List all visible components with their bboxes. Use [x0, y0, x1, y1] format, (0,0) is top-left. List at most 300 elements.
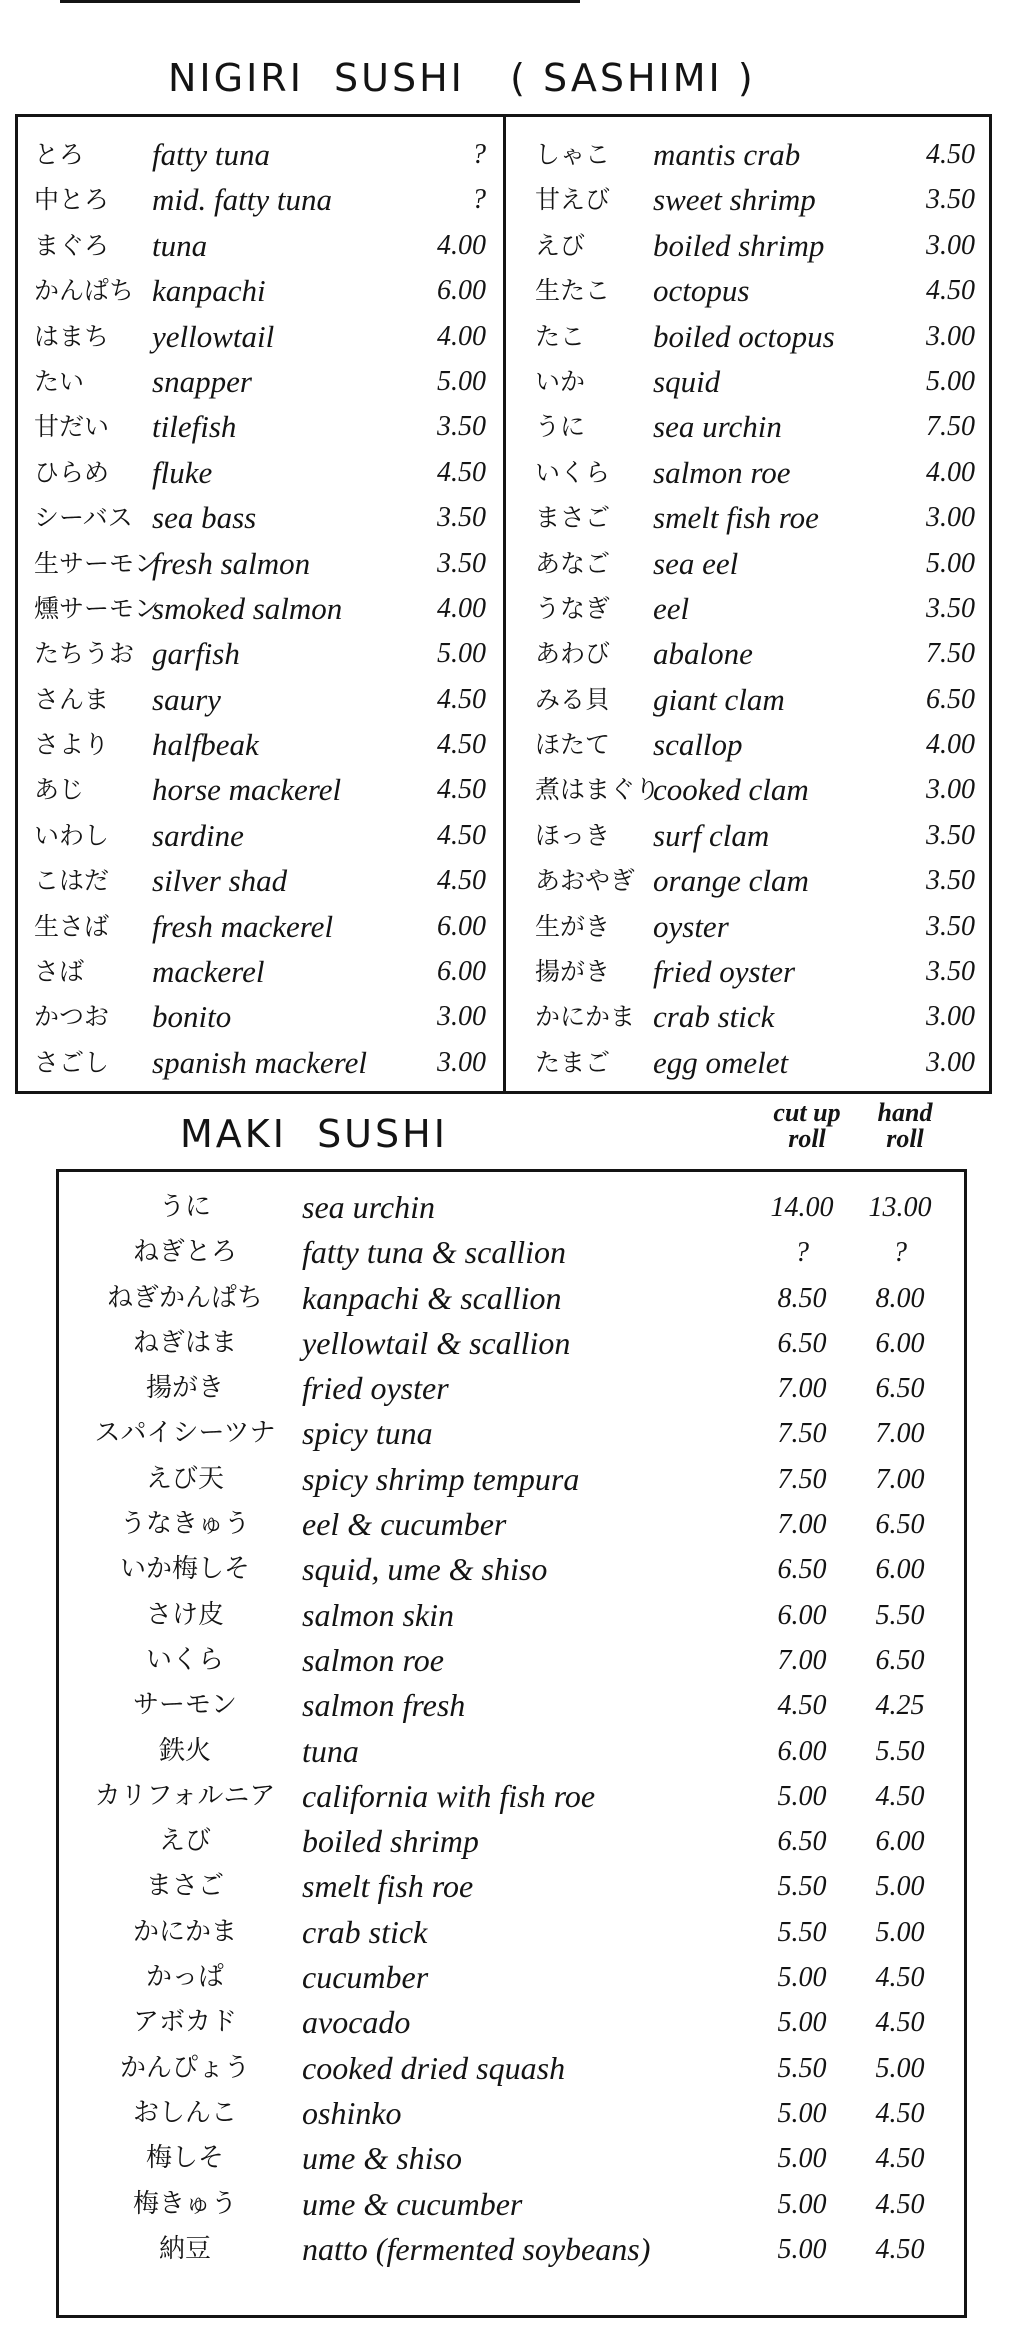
item-price: 3.50 [926, 592, 975, 624]
menu-item [34, 268, 486, 313]
item-english-name: smoked salmon [152, 590, 343, 626]
hand-roll-price: 6.50 [875, 1644, 925, 1676]
cut-roll-price: 6.50 [777, 1554, 827, 1586]
item-japanese-name: 中とろ [34, 185, 110, 215]
hand-roll-price: ? [893, 1237, 907, 1269]
item-japanese-name: しゃこ [535, 140, 611, 169]
item-price: 6.00 [437, 275, 486, 307]
item-english-name: sardine [152, 817, 244, 853]
menu-item [34, 541, 486, 586]
item-english-name: smelt fish roe [302, 1868, 474, 1905]
item-price: 4.50 [437, 683, 486, 715]
item-price: 7.50 [926, 638, 975, 670]
hand-label: hand [877, 1098, 933, 1127]
menu-item [535, 722, 975, 767]
item-english-name: sea bass [152, 500, 257, 536]
maki-item [70, 2000, 950, 2045]
item-price: 5.00 [926, 365, 975, 397]
maki-item [70, 1864, 950, 1909]
maki-item [70, 2046, 950, 2091]
menu-item [535, 450, 975, 495]
item-japanese-name: 生サーモン [34, 548, 160, 578]
item-english-name: boiled shrimp [302, 1823, 479, 1860]
item-price: 3.00 [437, 1046, 486, 1078]
item-japanese-name: かにかま [535, 1002, 636, 1032]
menu-item [34, 450, 486, 495]
hand-roll-price: 4.50 [875, 1780, 925, 1812]
menu-item [34, 359, 486, 404]
item-english-name: california with fish roe [302, 1777, 596, 1814]
item-japanese-name: さより [34, 730, 110, 760]
item-english-name: fatty tuna [152, 137, 270, 172]
item-english-name: salmon roe [302, 1641, 444, 1678]
maki-item [70, 1502, 950, 1547]
item-japanese-name: いわし [34, 820, 110, 850]
hand-roll-price: 6.00 [875, 1327, 925, 1359]
menu-item [34, 1040, 486, 1085]
item-english-name: crab stick [302, 1913, 428, 1950]
item-japanese-name: ほっき [535, 820, 611, 850]
maki-item [70, 2227, 950, 2272]
item-english-name: kanpachi [152, 273, 266, 309]
cut-roll-price: 14.00 [770, 1192, 834, 1223]
item-japanese-name: シーバス [34, 503, 133, 533]
item-english-name: fluke [152, 454, 213, 490]
item-japanese-name: カリフォルニア [94, 1780, 276, 1811]
item-price: 3.50 [437, 502, 486, 534]
maki-item [70, 1547, 950, 1592]
cut-up-label: cut up [773, 1098, 841, 1127]
maki-item [70, 1729, 950, 1774]
menu-item [535, 1040, 975, 1085]
cut-roll-price: 6.50 [777, 1327, 827, 1359]
item-english-name: silver shad [152, 863, 288, 899]
item-english-name: abalone [653, 636, 753, 672]
item-english-name: spicy tuna [302, 1415, 433, 1452]
item-japanese-name: 揚がき [535, 957, 611, 987]
cut-roll-price: 7.50 [777, 1463, 827, 1495]
menu-item [535, 994, 975, 1039]
item-japanese-name: ねぎとろ [132, 1237, 237, 1268]
menu-item [535, 495, 975, 540]
menu-item [34, 177, 486, 222]
item-english-name: squid, ume & shiso [302, 1551, 548, 1588]
item-japanese-name: たちうお [34, 639, 135, 669]
hand-roll-price: 5.00 [875, 1916, 925, 1948]
menu-item [535, 949, 975, 994]
item-japanese-name: かんぱち [34, 276, 135, 306]
item-english-name: cooked dried squash [302, 2049, 566, 2086]
menu-item [34, 586, 486, 631]
item-japanese-name: サーモン [132, 1690, 237, 1721]
maki-item [70, 1276, 950, 1321]
item-japanese-name: さごし [34, 1047, 110, 1077]
item-english-name: fresh mackerel [152, 908, 334, 944]
item-japanese-name: はまち [34, 321, 110, 351]
hand-roll-label: roll [886, 1124, 924, 1153]
item-price: 4.50 [926, 139, 975, 170]
item-price: 3.00 [437, 1001, 486, 1033]
item-price: 4.50 [926, 275, 975, 307]
item-english-name: tuna [152, 227, 208, 263]
item-japanese-name: 生さば [34, 911, 110, 941]
item-english-name: oyster [653, 908, 729, 944]
item-japanese-name: ねぎかんぱち [106, 1282, 263, 1313]
hand-roll-price: 4.50 [875, 1962, 925, 1994]
menu-item [535, 404, 975, 449]
item-price: 3.50 [437, 411, 486, 443]
menu-item [34, 949, 486, 994]
item-price: 3.00 [926, 1046, 975, 1078]
hand-roll-price: 4.50 [875, 2097, 925, 2129]
item-japanese-name: 梅きゅう [132, 2188, 237, 2219]
cut-roll-price: 7.50 [777, 1418, 827, 1450]
item-japanese-name: スパイシーツナ [94, 1418, 276, 1449]
menu-item [34, 132, 486, 177]
menu-item [34, 314, 486, 359]
nigiri-right-column [535, 132, 975, 1085]
menu-item [535, 904, 975, 949]
maki-item [70, 1366, 950, 1411]
maki-item [70, 2091, 950, 2136]
menu-item [535, 813, 975, 858]
menu-item [535, 268, 975, 313]
item-price: ? [472, 139, 486, 170]
item-japanese-name: さんま [34, 684, 110, 714]
hand-roll-price: 6.00 [875, 1826, 925, 1858]
cut-roll-price: 5.00 [777, 1962, 827, 1994]
cut-roll-price: 4.50 [777, 1690, 827, 1722]
item-price: 4.00 [437, 229, 486, 261]
item-japanese-name: えび [535, 230, 586, 260]
item-price: 5.00 [437, 638, 486, 670]
item-english-name: eel [653, 590, 690, 626]
item-english-name: sweet shrimp [653, 182, 816, 218]
menu-item [535, 359, 975, 404]
menu-item [34, 722, 486, 767]
item-english-name: orange clam [653, 863, 809, 899]
item-japanese-name: おしんこ [132, 2097, 237, 2128]
item-english-name: halfbeak [152, 727, 259, 763]
item-english-name: egg omelet [653, 1044, 789, 1080]
item-price: 4.50 [437, 819, 486, 851]
item-japanese-name: いか [535, 366, 586, 396]
item-price: 7.50 [926, 411, 975, 443]
item-japanese-name: 鉄火 [158, 1735, 211, 1766]
item-japanese-name: ねぎはま [132, 1327, 237, 1358]
item-english-name: horse mackerel [152, 772, 342, 808]
hand-roll-price: 7.00 [875, 1463, 925, 1495]
item-japanese-name: アボカド [132, 2007, 237, 2038]
item-japanese-name: 燻サーモン [34, 593, 160, 623]
item-price: 4.00 [437, 592, 486, 624]
cut-roll-price: 5.00 [777, 2097, 827, 2129]
item-japanese-name: うなぎ [535, 593, 611, 623]
item-english-name: crab stick [653, 999, 775, 1035]
item-english-name: fried oyster [302, 1370, 449, 1407]
maki-item [70, 1819, 950, 1864]
item-price: 3.00 [926, 774, 975, 806]
item-price: 4.50 [437, 729, 486, 761]
cut-roll-price: 5.00 [777, 2188, 827, 2220]
item-price: 3.00 [926, 229, 975, 261]
cut-roll-price: 8.50 [777, 1282, 827, 1314]
cut-roll-price: ? [795, 1237, 809, 1269]
menu-item [535, 177, 975, 222]
item-japanese-name: 煮はまぐり [535, 775, 661, 805]
hand-roll-price: 4.50 [875, 2143, 925, 2175]
item-english-name: oshinko [302, 2094, 402, 2131]
item-price: 3.50 [437, 547, 486, 579]
menu-item [34, 813, 486, 858]
cut-roll-price: 7.00 [777, 1373, 827, 1405]
item-japanese-name: あじ [34, 775, 85, 805]
menu-item [535, 858, 975, 903]
menu-item [34, 858, 486, 903]
cut-roll-price: 5.00 [777, 2007, 827, 2039]
hand-roll-price: 6.50 [875, 1373, 925, 1405]
item-price: 5.00 [926, 547, 975, 579]
item-english-name: salmon skin [302, 1596, 454, 1633]
item-japanese-name: いくら [535, 457, 611, 487]
hand-roll-price: 5.00 [875, 2052, 925, 2084]
menu-item [34, 994, 486, 1039]
menu-item [535, 314, 975, 359]
hand-roll-price: 5.00 [875, 1871, 925, 1903]
cut-roll-price: 6.50 [777, 1826, 827, 1858]
nigiri-left-column [34, 132, 486, 1085]
item-japanese-name: 揚がき [145, 1373, 224, 1404]
item-english-name: kanpachi & scallion [302, 1279, 562, 1316]
item-english-name: avocado [302, 2004, 411, 2041]
item-price: 3.50 [926, 184, 975, 216]
cut-roll-price: 5.50 [777, 1916, 827, 1948]
item-english-name: bonito [152, 999, 232, 1035]
hand-roll-price: 6.50 [875, 1509, 925, 1541]
item-japanese-name: たまご [535, 1047, 611, 1077]
hand-roll-price: 6.00 [875, 1554, 925, 1586]
item-english-name: ume & cucumber [302, 2185, 523, 2222]
item-japanese-name: うなきゅう [119, 1509, 250, 1540]
cut-roll-price: 5.50 [777, 1871, 827, 1903]
item-english-name: spicy shrimp tempura [302, 1460, 580, 1497]
cut-roll-label: roll [788, 1124, 826, 1153]
maki-item [70, 1638, 950, 1683]
maki-list [70, 1185, 950, 2272]
item-english-name: cucumber [302, 1959, 429, 1996]
hand-roll-price: 4.50 [875, 2188, 925, 2220]
item-price: 3.50 [926, 819, 975, 851]
maki-item [70, 1457, 950, 1502]
item-price: 4.50 [437, 774, 486, 806]
item-english-name: giant clam [653, 681, 785, 717]
hand-roll-price: 8.00 [875, 1282, 925, 1314]
item-english-name: sea urchin [653, 409, 782, 445]
item-japanese-name: うに [535, 412, 586, 442]
item-japanese-name: かんぴょう [119, 2052, 250, 2083]
hand-roll-price: 4.50 [875, 2233, 925, 2265]
item-english-name: boiled shrimp [653, 227, 825, 263]
item-japanese-name: あおやぎ [535, 866, 636, 896]
item-japanese-name: みる貝 [535, 684, 611, 714]
item-english-name: yellowtail & scallion [302, 1324, 571, 1361]
item-japanese-name: 梅しそ [145, 2143, 224, 2174]
item-english-name: eel & cucumber [302, 1506, 507, 1543]
menu-item [535, 586, 975, 631]
item-japanese-name: あわび [535, 639, 611, 669]
maki-item [70, 1593, 950, 1638]
item-japanese-name: こはだ [34, 866, 110, 896]
cut-roll-price: 5.50 [777, 2052, 827, 2084]
item-english-name: octopus [653, 273, 750, 309]
item-english-name: squid [653, 363, 721, 399]
item-english-name: mackerel [152, 954, 265, 990]
item-japanese-name: 甘えび [535, 185, 611, 215]
menu-item [535, 631, 975, 676]
item-japanese-name: いか梅しそ [119, 1554, 250, 1585]
item-japanese-name: 甘だい [34, 412, 110, 442]
cut-roll-price: 7.00 [777, 1509, 827, 1541]
cut-up-roll-header [752, 1100, 862, 1152]
item-japanese-name: 納豆 [158, 2233, 211, 2264]
item-price: 3.00 [926, 502, 975, 534]
hand-roll-price: 7.00 [875, 1418, 925, 1450]
item-english-name: boiled octopus [653, 318, 835, 354]
item-english-name: mid. fatty tuna [152, 182, 332, 218]
item-english-name: scallop [653, 727, 743, 763]
hand-roll-header [850, 1100, 960, 1152]
maki-item [70, 1910, 950, 1955]
item-english-name: fried oyster [653, 954, 796, 990]
maki-item [70, 1411, 950, 1456]
item-english-name: saury [152, 681, 221, 717]
item-english-name: mantis crab [653, 137, 801, 172]
item-english-name: smelt fish roe [653, 500, 819, 536]
item-english-name: fatty tuna & scallion [302, 1234, 566, 1271]
item-english-name: surf clam [653, 817, 770, 853]
cut-roll-price: 5.00 [777, 2233, 827, 2265]
menu-item [34, 223, 486, 268]
item-japanese-name: まさご [535, 503, 611, 533]
item-english-name: salmon roe [653, 454, 791, 490]
item-japanese-name: うに [158, 1192, 211, 1222]
item-japanese-name: かっぱ [145, 1962, 224, 1993]
maki-item [70, 2182, 950, 2227]
item-price: 3.00 [926, 1001, 975, 1033]
nigiri-divider [503, 114, 506, 1094]
item-japanese-name: えび天 [145, 1463, 224, 1494]
maki-item [70, 1185, 950, 1230]
item-price: 3.50 [926, 865, 975, 897]
item-japanese-name: さけ皮 [145, 1599, 224, 1630]
maki-item [70, 1955, 950, 2000]
item-price: 4.50 [437, 456, 486, 488]
menu-item [535, 223, 975, 268]
item-price: 3.00 [926, 320, 975, 352]
item-price: 4.00 [926, 729, 975, 761]
menu-item [34, 631, 486, 676]
menu-item [34, 404, 486, 449]
cut-roll-price: 6.00 [777, 1599, 827, 1631]
item-japanese-name: いくら [145, 1644, 224, 1675]
item-japanese-name: まさご [145, 1871, 224, 1902]
maki-item [70, 2136, 950, 2181]
item-price: 6.50 [926, 683, 975, 715]
nigiri-title: NIGIRI SUSHI ( SASHIMI ) [168, 56, 756, 100]
cut-roll-price: 7.00 [777, 1644, 827, 1676]
hand-roll-price: 13.00 [868, 1192, 932, 1223]
item-japanese-name: ひらめ [34, 457, 110, 487]
item-price: ? [472, 184, 486, 216]
item-japanese-name: たい [34, 366, 85, 396]
item-price: 4.00 [926, 456, 975, 488]
item-japanese-name: かつお [34, 1002, 110, 1032]
menu-item [535, 677, 975, 722]
cut-roll-price: 6.00 [777, 1735, 827, 1767]
menu-item [535, 767, 975, 812]
item-price: 6.00 [437, 956, 486, 988]
item-japanese-name: まぐろ [34, 230, 110, 260]
maki-title: MAKI SUSHI [180, 1112, 448, 1156]
maki-item [70, 1683, 950, 1728]
cut-roll-price: 5.00 [777, 1780, 827, 1812]
item-japanese-name: さば [34, 957, 85, 987]
item-english-name: yellowtail [152, 318, 275, 354]
item-english-name: cooked clam [653, 772, 809, 808]
item-japanese-name: あなご [535, 548, 611, 578]
item-english-name: snapper [152, 363, 252, 399]
item-japanese-name: たこ [535, 321, 586, 351]
cut-roll-price: 5.00 [777, 2143, 827, 2175]
item-price: 3.50 [926, 910, 975, 942]
menu-item [34, 495, 486, 540]
item-japanese-name: ほたて [535, 730, 611, 760]
item-english-name: ume & shiso [302, 2140, 462, 2177]
hand-roll-price: 5.50 [875, 1599, 925, 1631]
item-price: 5.00 [437, 365, 486, 397]
menu-item [535, 132, 975, 177]
item-english-name: garfish [152, 636, 240, 672]
item-price: 3.50 [926, 956, 975, 988]
item-japanese-name: えび [158, 1826, 211, 1857]
item-english-name: natto (fermented soybeans) [302, 2230, 651, 2267]
item-english-name: spanish mackerel [152, 1044, 367, 1080]
item-price: 4.50 [437, 865, 486, 897]
menu-item [535, 541, 975, 586]
maki-item [70, 1230, 950, 1275]
item-japanese-name: とろ [34, 140, 85, 169]
item-japanese-name: 生たこ [535, 276, 611, 306]
maki-item [70, 1774, 950, 1819]
hand-roll-price: 5.50 [875, 1735, 925, 1767]
item-english-name: tuna [302, 1732, 359, 1769]
item-japanese-name: 生がき [535, 911, 611, 941]
item-japanese-name: かにかま [132, 1916, 237, 1947]
item-english-name: salmon fresh [302, 1687, 466, 1724]
maki-item [70, 1321, 950, 1366]
item-english-name: sea urchin [302, 1189, 436, 1225]
menu-item [34, 677, 486, 722]
item-english-name: fresh salmon [152, 545, 311, 581]
item-english-name: sea eel [653, 545, 739, 581]
top-rule [60, 0, 580, 3]
hand-roll-price: 4.25 [875, 1690, 925, 1722]
item-price: 6.00 [437, 910, 486, 942]
item-price: 4.00 [437, 320, 486, 352]
menu-item [34, 904, 486, 949]
item-english-name: tilefish [152, 409, 237, 445]
menu-item [34, 767, 486, 812]
